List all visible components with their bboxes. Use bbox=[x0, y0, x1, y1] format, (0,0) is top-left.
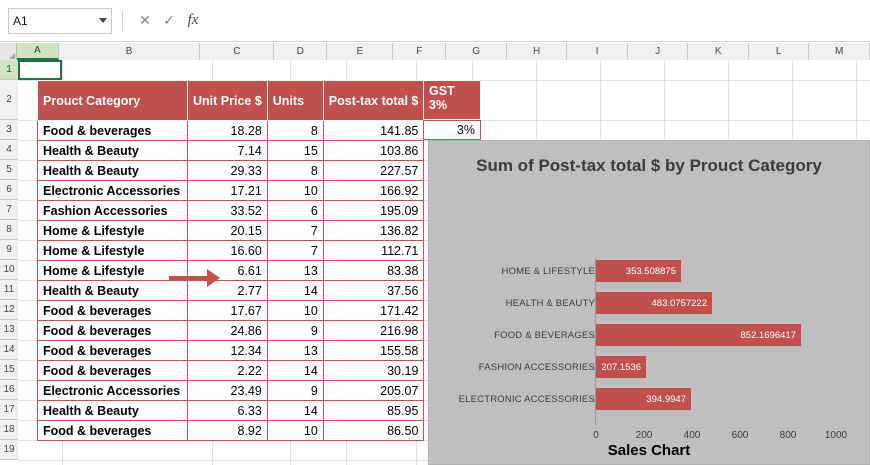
cell-units[interactable]: 10 bbox=[267, 301, 323, 321]
cell-price[interactable]: 6.33 bbox=[188, 401, 268, 421]
row-header-6[interactable]: 6 bbox=[0, 180, 18, 200]
chart-category-label: FASHION ACCESSORIES bbox=[478, 362, 595, 374]
chart-category-label: ELECTRONIC ACCESSORIES bbox=[458, 394, 595, 406]
chart-caption: Sales Chart bbox=[607, 442, 691, 459]
chart-x-tick: 1000 bbox=[824, 430, 848, 442]
table-row[interactable] bbox=[38, 381, 424, 401]
pointer-arrow bbox=[169, 269, 220, 287]
cancel-icon[interactable]: ✕ bbox=[139, 12, 151, 28]
cell-units[interactable]: 10 bbox=[267, 181, 323, 201]
cell-category[interactable]: Home & Lifestyle bbox=[38, 261, 188, 281]
cell-units[interactable]: 15 bbox=[267, 141, 323, 161]
table-row[interactable] bbox=[38, 201, 424, 221]
column-header-product-category[interactable]: Prouct Category bbox=[38, 81, 188, 121]
chevron-down-icon[interactable] bbox=[99, 18, 107, 23]
table-row[interactable] bbox=[38, 141, 424, 161]
row-header-4[interactable]: 4 bbox=[0, 140, 18, 160]
cell-category[interactable]: Health & Beauty bbox=[38, 161, 188, 181]
row-header-5[interactable]: 5 bbox=[0, 160, 18, 180]
chart-x-tick: 200 bbox=[635, 430, 653, 442]
column-header-G[interactable]: G bbox=[446, 43, 507, 60]
chart-x-tick: 800 bbox=[779, 430, 797, 442]
column-header-B[interactable]: B bbox=[59, 43, 201, 60]
chart-data-label: 353.508875 bbox=[625, 265, 676, 277]
cell-units[interactable]: 9 bbox=[267, 381, 323, 401]
cell-units[interactable]: 14 bbox=[267, 281, 323, 301]
cell-category[interactable]: Food & beverages bbox=[38, 321, 188, 341]
chart-bar[interactable] bbox=[596, 388, 691, 410]
cell-category[interactable]: Food & beverages bbox=[38, 341, 188, 361]
cell-price[interactable]: 12.34 bbox=[188, 341, 268, 361]
insert-function-icon[interactable]: fx bbox=[187, 12, 199, 28]
select-all-corner[interactable] bbox=[0, 43, 17, 60]
cell-total[interactable]: 195.09 bbox=[323, 201, 424, 221]
cell-units[interactable]: 13 bbox=[267, 341, 323, 361]
row-header-9[interactable]: 9 bbox=[0, 240, 18, 260]
cell-total[interactable]: 227.57 bbox=[323, 161, 424, 181]
chart-category-label: FOOD & BEVERAGES bbox=[494, 330, 595, 342]
column-header-unit-price[interactable]: Unit Price $ bbox=[188, 81, 268, 121]
sales-data-table[interactable] bbox=[37, 80, 424, 441]
table-row[interactable] bbox=[38, 321, 424, 341]
cell-units[interactable]: 13 bbox=[267, 261, 323, 281]
sales-bar-chart[interactable] bbox=[428, 140, 870, 465]
table-row[interactable] bbox=[38, 221, 424, 241]
column-header-F[interactable]: F bbox=[393, 43, 446, 60]
table-row[interactable] bbox=[38, 341, 424, 361]
cell-price[interactable]: 8.92 bbox=[188, 421, 268, 441]
cell-category[interactable]: Electronic Accessories bbox=[38, 381, 188, 401]
chart-category-label: HOME & LIFESTYLE bbox=[501, 266, 595, 278]
divider bbox=[122, 11, 123, 31]
cell-units[interactable]: 7 bbox=[267, 241, 323, 261]
column-header-I[interactable]: I bbox=[567, 43, 628, 60]
cell-total[interactable]: 83.38 bbox=[323, 261, 424, 281]
cell-total[interactable]: 136.82 bbox=[323, 221, 424, 241]
row-header-3[interactable]: 3 bbox=[0, 120, 18, 140]
cell-price[interactable]: 2.77 bbox=[188, 281, 268, 301]
cell-category[interactable]: Food & beverages bbox=[38, 361, 188, 381]
cell-price[interactable]: 20.15 bbox=[188, 221, 268, 241]
cell-price[interactable]: 16.60 bbox=[188, 241, 268, 261]
cell-price[interactable]: 7.14 bbox=[188, 141, 268, 161]
column-header-C[interactable]: C bbox=[200, 43, 274, 60]
column-header-post-tax-total[interactable]: Post-tax total $ bbox=[323, 81, 424, 121]
cell-total[interactable]: 37.56 bbox=[323, 281, 424, 301]
cell-price[interactable]: 33.52 bbox=[188, 201, 268, 221]
chart-category-label: HEALTH & BEAUTY bbox=[505, 298, 595, 310]
cell-price[interactable]: 2.22 bbox=[188, 361, 268, 381]
chart-title: Sum of Post-tax total $ by Prouct Category bbox=[476, 156, 822, 175]
chart-data-label: 852.1696417 bbox=[740, 329, 796, 341]
cell-category[interactable]: Home & Lifestyle bbox=[38, 241, 188, 261]
chart-bar[interactable] bbox=[596, 292, 712, 314]
cell-price[interactable]: 17.67 bbox=[188, 301, 268, 321]
chart-x-tick: 600 bbox=[731, 430, 749, 442]
gst-value-cell[interactable]: 3% bbox=[423, 120, 481, 140]
row-header-1[interactable]: 1 bbox=[0, 60, 18, 80]
chart-data-label: 394.9947 bbox=[646, 393, 686, 405]
cell-units[interactable]: 10 bbox=[267, 421, 323, 441]
chart-bar[interactable] bbox=[596, 260, 681, 282]
table-header-row bbox=[38, 81, 424, 121]
table-row[interactable] bbox=[38, 301, 424, 321]
cell-total[interactable]: 103.86 bbox=[323, 141, 424, 161]
cell-category[interactable]: Food & beverages bbox=[38, 121, 188, 141]
row-header-18[interactable]: 18 bbox=[0, 420, 18, 440]
chart-data-label: 207.1536 bbox=[601, 361, 641, 373]
column-header-A[interactable]: A bbox=[17, 43, 59, 60]
cell-price[interactable]: 18.28 bbox=[188, 121, 268, 141]
arrow-shaft bbox=[169, 276, 207, 281]
row-header-16[interactable]: 16 bbox=[0, 380, 18, 400]
table-row[interactable] bbox=[38, 161, 424, 181]
cell-total[interactable]: 85.95 bbox=[323, 401, 424, 421]
cell-price[interactable]: 17.21 bbox=[188, 181, 268, 201]
cell-total[interactable]: 166.92 bbox=[323, 181, 424, 201]
formula-input[interactable] bbox=[205, 8, 870, 34]
column-header-L[interactable]: L bbox=[749, 43, 810, 60]
chart-x-tick: 0 bbox=[593, 430, 599, 442]
cell-total[interactable]: 30.19 bbox=[323, 361, 424, 381]
column-header-K[interactable]: K bbox=[688, 43, 749, 60]
formula-bar bbox=[0, 0, 870, 42]
cell-units[interactable]: 14 bbox=[267, 401, 323, 421]
column-header-M[interactable]: M bbox=[809, 43, 870, 60]
cell-category[interactable]: Food & beverages bbox=[38, 421, 188, 441]
table-row[interactable] bbox=[38, 181, 424, 201]
table-row[interactable] bbox=[38, 241, 424, 261]
cell-units[interactable]: 8 bbox=[267, 161, 323, 181]
cell-total[interactable]: 216.98 bbox=[323, 321, 424, 341]
gst-header-cell[interactable]: GST 3% bbox=[423, 80, 481, 120]
table-row[interactable] bbox=[38, 401, 424, 421]
cell-category[interactable]: Home & Lifestyle bbox=[38, 221, 188, 241]
cell-total[interactable]: 205.07 bbox=[323, 381, 424, 401]
chart-bar[interactable] bbox=[596, 356, 646, 378]
row-header-14[interactable]: 14 bbox=[0, 340, 18, 360]
table-row[interactable] bbox=[38, 361, 424, 381]
name-box-value: A1 bbox=[13, 13, 28, 28]
table-row[interactable] bbox=[38, 261, 424, 281]
cell-total[interactable]: 141.85 bbox=[323, 121, 424, 141]
chart-bar[interactable] bbox=[596, 324, 801, 346]
table-row[interactable] bbox=[38, 121, 424, 141]
cell-units[interactable]: 9 bbox=[267, 321, 323, 341]
cell-total[interactable]: 155.58 bbox=[323, 341, 424, 361]
column-header-E[interactable]: E bbox=[327, 43, 393, 60]
cell-category[interactable]: Health & Beauty bbox=[38, 401, 188, 421]
table-row[interactable] bbox=[38, 281, 424, 301]
cell-total[interactable]: 112.71 bbox=[323, 241, 424, 261]
cell-category[interactable]: Electronic Accessories bbox=[38, 181, 188, 201]
chart-data-label: 483.0757222 bbox=[651, 297, 707, 309]
row-header-15[interactable]: 15 bbox=[0, 360, 18, 380]
cell-price[interactable]: 24.86 bbox=[188, 321, 268, 341]
cell-category[interactable]: Food & beverages bbox=[38, 301, 188, 321]
cell-total[interactable]: 86.50 bbox=[323, 421, 424, 441]
row-header-13[interactable]: 13 bbox=[0, 320, 18, 340]
row-header-19[interactable]: 19 bbox=[0, 440, 18, 460]
cell-price[interactable]: 23.49 bbox=[188, 381, 268, 401]
column-header-units[interactable]: Units bbox=[267, 81, 323, 121]
confirm-icon[interactable]: ✓ bbox=[163, 12, 175, 28]
cell-total[interactable]: 171.42 bbox=[323, 301, 424, 321]
column-header-D[interactable]: D bbox=[274, 43, 327, 60]
row-header-10[interactable]: 10 bbox=[0, 260, 18, 280]
cell-category[interactable]: Fashion Accessories bbox=[38, 201, 188, 221]
column-headers bbox=[0, 43, 870, 60]
cell-category[interactable]: Health & Beauty bbox=[38, 281, 188, 301]
column-header-J[interactable]: J bbox=[628, 43, 689, 60]
chart-x-tick: 400 bbox=[683, 430, 701, 442]
cell-price[interactable]: 6.61 bbox=[188, 261, 268, 281]
worksheet-grid[interactable] bbox=[18, 60, 870, 465]
row-header-2[interactable]: 2 bbox=[0, 80, 18, 120]
row-headers bbox=[0, 60, 18, 460]
cell-category[interactable]: Health & Beauty bbox=[38, 141, 188, 161]
arrow-head bbox=[207, 269, 220, 287]
active-cell-selection bbox=[18, 60, 62, 80]
row-header-12[interactable]: 12 bbox=[0, 300, 18, 320]
row-header-17[interactable]: 17 bbox=[0, 400, 18, 420]
chart-plot-area bbox=[437, 188, 867, 442]
cell-units[interactable]: 8 bbox=[267, 121, 323, 141]
column-header-H[interactable]: H bbox=[507, 43, 568, 60]
cell-units[interactable]: 14 bbox=[267, 361, 323, 381]
row-header-11[interactable]: 11 bbox=[0, 280, 18, 300]
cell-price[interactable]: 29.33 bbox=[188, 161, 268, 181]
table-row[interactable] bbox=[38, 421, 424, 441]
cell-units[interactable]: 6 bbox=[267, 201, 323, 221]
row-header-8[interactable]: 8 bbox=[0, 220, 18, 240]
cell-units[interactable]: 7 bbox=[267, 221, 323, 241]
name-box[interactable] bbox=[8, 8, 112, 34]
row-header-7[interactable]: 7 bbox=[0, 200, 18, 220]
